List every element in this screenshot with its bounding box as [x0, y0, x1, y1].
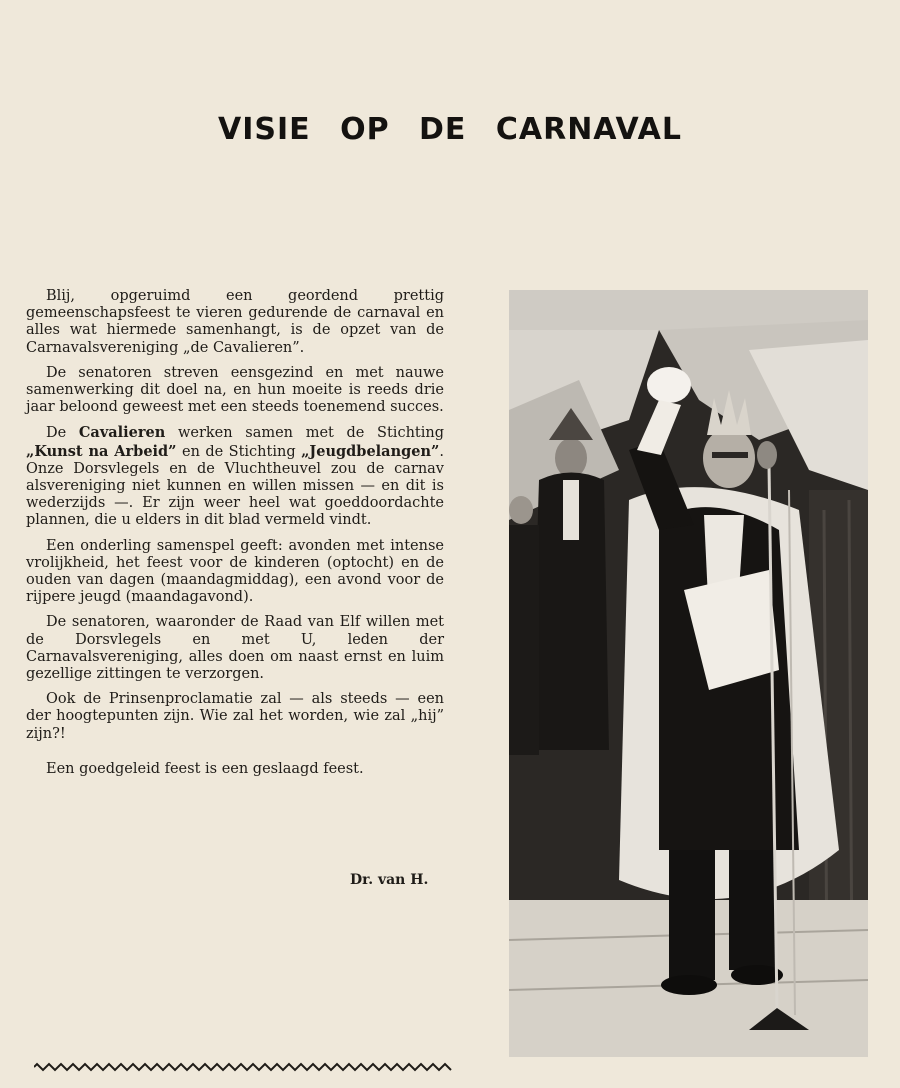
- closing-line: Een goedgeleid feest is een geslaagd feest.: [46, 760, 364, 777]
- text-segment: De senatoren streven eensgezind en met nauwe samenwerking dit doel na, en hun moeite is reeds drie jaar beloond geweest met een steeds toenemend succes.: [26, 364, 444, 416]
- text-segment: De senatoren, waaronder de Raad van Elf willen met de Dorsvlegels en met U, leden der Carnavalsvereniging, alles doen om naast ernst en luim gezellige zittingen te verzorgen.: [26, 614, 444, 683]
- text-segment: Ook de Prinsenproclamatie zal — als steeds — een der hoogtepunten zijn. Wie zal het worden, wie zal „hij” zijn?!: [26, 691, 444, 742]
- paragraph-4: [26, 538, 444, 607]
- paragraph-1: [26, 288, 444, 357]
- wavy-divider: [34, 1062, 452, 1072]
- carnival-photo: [509, 290, 868, 1057]
- bold-term: Cavalieren: [78, 424, 166, 442]
- text-segment: Blij, opgeruimd een geordend prettig gemeenschapsfeest te vieren gedurende de carnaval en alles wat hiermede samenhangt, is de opzet van de Carnavalsvereniging „de Cavalieren”.: [26, 288, 444, 356]
- paragraph-2: [26, 365, 444, 417]
- bold-term: „Jeugdbelangen”: [301, 442, 440, 460]
- carnival-photo-illustration: [509, 290, 868, 1057]
- article-body: [26, 288, 444, 786]
- bold-term: „Kunst na Arbeid”: [26, 442, 177, 460]
- paragraph-6: [26, 691, 444, 743]
- page-title: VISIE OP DE CARNAVAL: [218, 112, 682, 147]
- text-segment: en de Stichting: [176, 443, 302, 460]
- text-segment: werken samen met de Stichting: [165, 425, 444, 442]
- paragraph-5: [26, 614, 444, 683]
- text-segment: De: [46, 425, 79, 442]
- signature: Dr. van H.: [350, 872, 429, 888]
- text-segment: Een onderling samenspel geeft: avonden met intense vrolijkheid, het feest voor de kinderen (optocht) en de ouden van dagen (maandagmiddag), een avond voor de rijpere jeugd (maandagavond).: [26, 537, 444, 606]
- paragraph-3: [26, 424, 444, 529]
- text-segment: . Onze Dorsvlegels en de Vluchtheuvel zou de carnav alsvereniging niet kunnen en willen missen — en dit is wederzijds —. Er zijn weer heel wat goeddoordachte plannen, die u elders in dit blad vermeld vindt.: [26, 443, 444, 529]
